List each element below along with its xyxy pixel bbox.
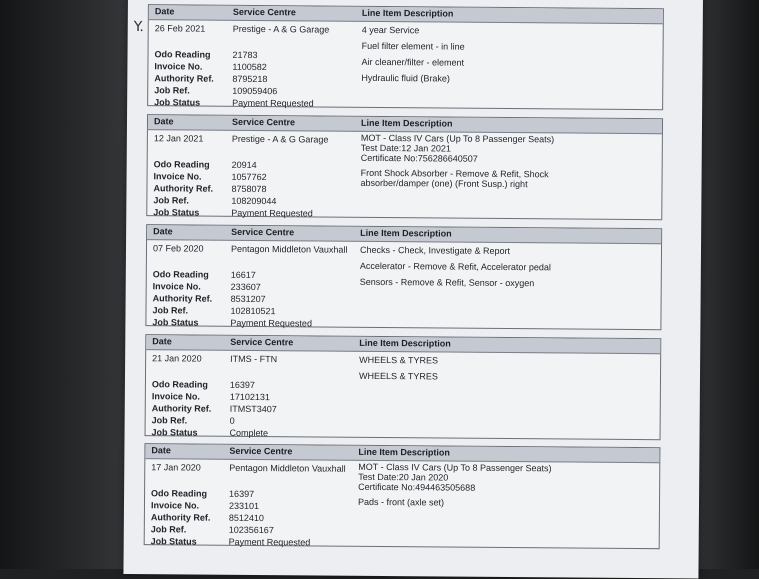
header-service-centre: Service Centre: [231, 116, 296, 128]
service-history-page: [123, 0, 703, 578]
header-service-centre: Service Centre: [229, 445, 293, 457]
odo-label: Odo Reading: [151, 488, 208, 499]
authority-value: 8512410: [228, 512, 264, 524]
line-item: 4 year Service: [361, 24, 420, 36]
service-record: [133, 4, 664, 110]
odo-value: 16397: [229, 488, 255, 500]
job-status-label: Job Status: [154, 97, 201, 108]
job-status-value: Payment Requested: [232, 97, 314, 109]
record-date: 26 Feb 2021: [154, 23, 206, 34]
record-header: [146, 335, 660, 354]
authority-value: ITMST3407: [229, 403, 277, 415]
job-status-value: Payment Requested: [230, 317, 313, 329]
job-ref-label: Job Ref.: [154, 85, 190, 96]
job-ref-value: 0: [229, 415, 235, 426]
invoice-label: Invoice No.: [152, 281, 201, 292]
record-date: 12 Jan 2021: [153, 133, 204, 144]
service-record: [146, 114, 663, 220]
odo-label: Odo Reading: [153, 159, 210, 170]
odo-label: Odo Reading: [154, 49, 211, 60]
header-date: Date: [153, 226, 173, 237]
authority-value: 8531207: [230, 293, 266, 305]
line-item: Sensors - Remove & Refit, Sensor - oxygen: [359, 276, 535, 289]
job-status-label: Job Status: [153, 207, 200, 218]
record-header: [149, 5, 663, 24]
invoice-value: 233101: [228, 500, 260, 512]
line-item: Certificate No:494463505688: [358, 481, 476, 493]
job-status-label: Job Status: [151, 427, 198, 438]
header-line-item: Line Item Description: [359, 337, 451, 349]
job-status-label: Job Status: [150, 536, 197, 547]
header-service-centre: Service Centre: [232, 6, 296, 18]
authority-label: Authority Ref.: [151, 403, 212, 414]
line-item: WHEELS & TYRES: [358, 370, 438, 382]
authority-label: Authority Ref.: [150, 512, 211, 523]
line-item: Checks - Check, Investigate & Report: [359, 244, 511, 257]
header-line-item: Line Item Description: [360, 117, 453, 129]
authority-label: Authority Ref.: [154, 73, 214, 84]
odo-label: Odo Reading: [152, 269, 209, 280]
job-ref-value: 102356167: [228, 524, 274, 536]
authority-value: 8795218: [232, 73, 268, 85]
line-item: Pads - front (axle set): [357, 496, 445, 508]
odo-value: 21783: [232, 49, 258, 61]
line-item: absorber/damper (one) (Front Susp.) right: [360, 177, 528, 190]
job-ref-value: 102810521: [230, 305, 276, 317]
line-item: Hydraulic fluid (Brake): [361, 72, 450, 84]
line-item: Test Date:12 Jan 2021: [360, 142, 451, 154]
invoice-label: Invoice No.: [154, 61, 203, 72]
header-date: Date: [154, 6, 175, 17]
invoice-label: Invoice No.: [153, 171, 202, 182]
record-header: [148, 115, 662, 134]
header-line-item: Line Item Description: [360, 227, 452, 239]
record-header: [147, 225, 661, 244]
line-item: Front Shock Absorber - Remove & Refit, Shock: [360, 167, 549, 180]
job-status-value: Payment Requested: [231, 207, 313, 219]
job-ref-value: 109059406: [232, 85, 278, 97]
record-service-centre: Pentagon Middleton Vauxhall: [230, 243, 348, 255]
invoice-value: 17102131: [229, 391, 270, 403]
job-status-value: Complete: [229, 427, 269, 439]
service-record: [145, 334, 662, 440]
header-service-centre: Service Centre: [231, 226, 295, 238]
record-service-centre: Prestige - A & G Garage: [231, 133, 329, 145]
invoice-value: 1100582: [232, 61, 267, 73]
odo-label: Odo Reading: [151, 379, 208, 390]
odo-value: 16617: [230, 269, 256, 281]
authority-label: Authority Ref.: [152, 293, 213, 304]
invoice-label: Invoice No.: [151, 391, 200, 402]
job-status-value: Payment Requested: [228, 536, 311, 548]
job-ref-label: Job Ref.: [151, 415, 188, 426]
record-service-centre: ITMS - FTN: [230, 353, 278, 365]
record-date: 07 Feb 2020: [152, 243, 204, 254]
job-ref-label: Job Ref.: [152, 305, 189, 316]
line-item: WHEELS & TYRES: [359, 354, 439, 366]
odo-value: 20914: [231, 159, 257, 171]
record-header: [145, 444, 659, 463]
odo-value: 16397: [229, 379, 256, 391]
record-service-centre: Pentagon Middleton Vauxhall: [229, 462, 346, 474]
invoice-label: Invoice No.: [150, 500, 200, 511]
line-item: Accelerator - Remove & Refit, Accelerator pedal: [359, 260, 551, 273]
handwritten-mark: Y.: [133, 19, 144, 36]
service-record: [145, 224, 662, 330]
header-date: Date: [153, 116, 174, 127]
record-service-centre: Prestige - A & G Garage: [232, 23, 330, 35]
header-line-item: Line Item Description: [358, 446, 450, 458]
header-date: Date: [152, 336, 172, 347]
line-item: Test Date:20 Jan 2020: [358, 471, 449, 483]
line-item: MOT - Class IV Cars (Up To 8 Passenger Seats): [358, 461, 552, 474]
line-item: Air cleaner/filter - element: [361, 56, 465, 68]
record-date: 17 Jan 2020: [151, 462, 201, 473]
invoice-value: 1057762: [231, 171, 267, 183]
authority-label: Authority Ref.: [153, 183, 214, 194]
service-record: [144, 443, 661, 549]
job-status-label: Job Status: [152, 317, 199, 328]
header-service-centre: Service Centre: [230, 336, 294, 348]
job-ref-label: Job Ref.: [153, 195, 189, 206]
job-ref-value: 108209044: [231, 195, 277, 207]
header-date: Date: [151, 445, 171, 456]
invoice-value: 233607: [230, 281, 261, 293]
job-ref-label: Job Ref.: [150, 524, 187, 535]
line-item: MOT - Class IV Cars (Up To 8 Passenger Seats): [360, 132, 555, 145]
authority-value: 8758078: [231, 183, 267, 195]
record-date: 21 Jan 2020: [152, 353, 202, 364]
header-line-item: Line Item Description: [361, 7, 454, 19]
line-item: Certificate No:756286640507: [360, 152, 478, 164]
line-item: Fuel filter element - in line: [361, 40, 465, 52]
